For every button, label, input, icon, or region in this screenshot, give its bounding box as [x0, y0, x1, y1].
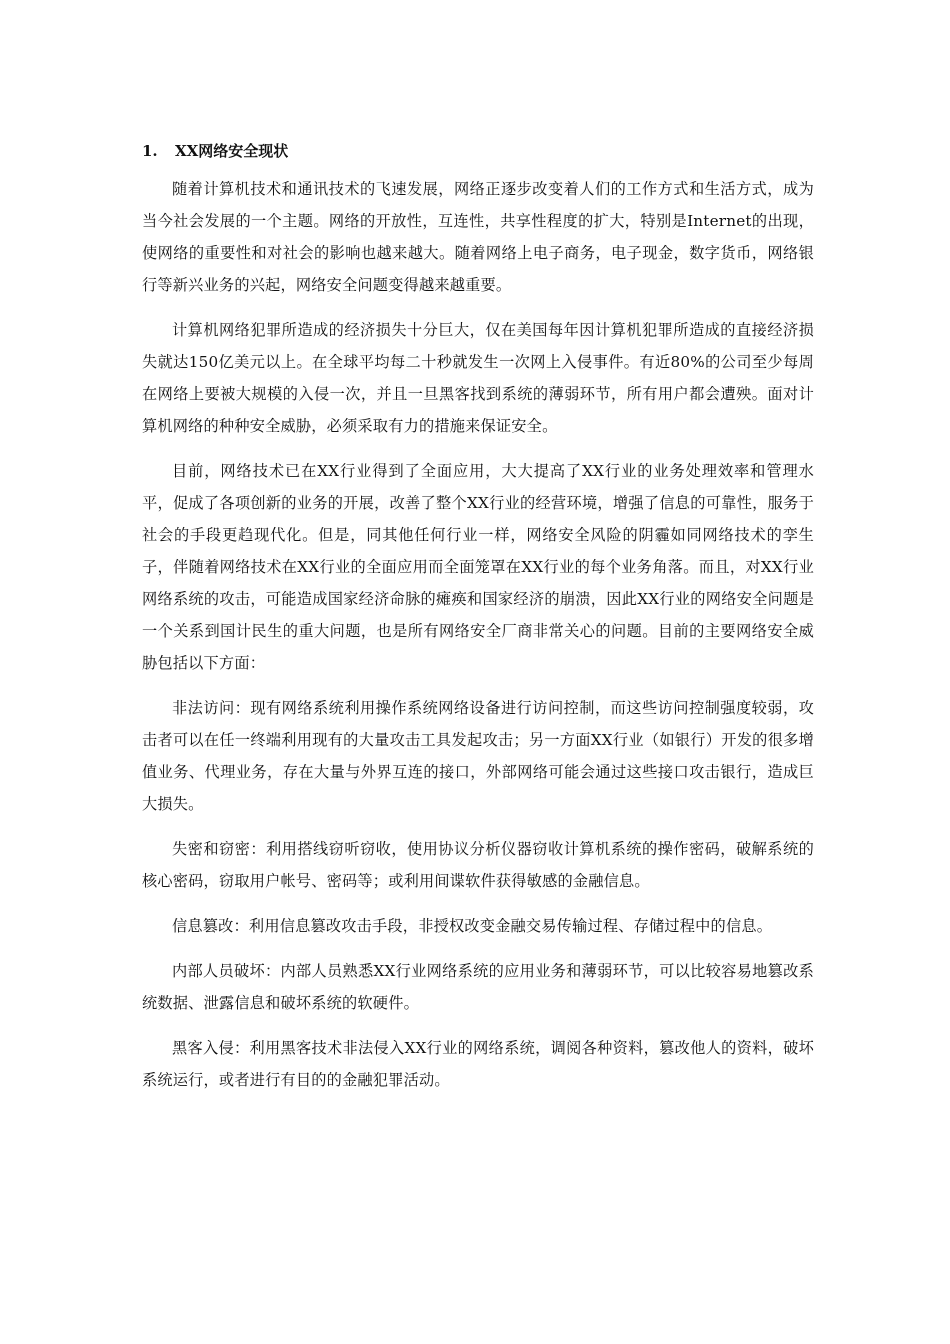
section-title: XX网络安全现状	[175, 142, 289, 160]
section-heading	[142, 136, 814, 166]
paragraph-insider-damage: 内部人员破坏：内部人员熟悉XX行业网络系统的应用业务和薄弱环节，可以比较容易地篡改系统数据、泄露信息和破坏系统的软硬件。	[142, 962, 814, 1012]
paragraph-industry-status: 目前，网络技术已在XX行业得到了全面应用，大大提高了XX行业的业务处理效率和管理水平，促成了各项创新的业务的开展，改善了整个XX行业的经营环境，增强了信息的可靠性，服务于社会的手段更趋现代化。但是，同其他任何行业一样，网络安全风险的阴霾如同网络技术的孪生子，伴随着网络技术在XX行业的全面应用而全面笼罩在XX行业的每个业务角落。而且，对XX行业网络系统的攻击，可能造成国家经济命脉的瘫痪和国家经济的崩溃，因此XX行业的网络安全问题是一个关系到国计民生的重大问题，也是所有网络安全厂商非常关心的问题。目前的主要网络安全威胁包括以下方面：	[142, 462, 814, 672]
paragraph-intro: 随着计算机技术和通讯技术的飞速发展，网络正逐步改变着人们的工作方式和生活方式，成为当今社会发展的一个主题。网络的开放性，互连性，共享性程度的扩大，特别是Internet的出现，使网络的重要性和对社会的影响也越来越大。随着网络上电子商务，电子现金，数字货币，网络银行等新兴业务的兴起，网络安全问题变得越来越重要。	[142, 180, 814, 294]
paragraph-economic-loss: 计算机网络犯罪所造成的经济损失十分巨大，仅在美国每年因计算机犯罪所造成的直接经济损失就达150亿美元以上。在全球平均每二十秒就发生一次网上入侵事件。有近80%的公司至少每周在网络上要被大规模的入侵一次，并且一旦黑客找到系统的薄弱环节，所有用户都会遭殃。面对计算机网络的种种安全威胁，必须采取有力的措施来保证安全。	[142, 321, 814, 435]
paragraph-tampering: 信息篡改：利用信息篡改攻击手段，非授权改变金融交易传输过程、存储过程中的信息。	[172, 917, 773, 935]
paragraph-leak-theft: 失密和窃密：利用搭线窃听窃收，使用协议分析仪器窃收计算机系统的操作密码，破解系统的核心密码，窃取用户帐号、密码等；或利用间谍软件获得敏感的金融信息。	[142, 840, 814, 890]
section-number: 1.	[142, 142, 158, 160]
document-body	[142, 136, 814, 1109]
paragraph-hacker-intrusion: 黑客入侵：利用黑客技术非法侵入XX行业的网络系统，调阅各种资料，篡改他人的资料，破坏系统运行，或者进行有目的的金融犯罪活动。	[142, 1039, 814, 1089]
paragraph-illegal-access: 非法访问：现有网络系统利用操作系统网络设备进行访问控制，而这些访问控制强度较弱，攻击者可以在任一终端利用现有的大量攻击工具发起攻击；另一方面XX行业（如银行）开发的很多增值业务、代理业务，存在大量与外界互连的接口，外部网络可能会通过这些接口攻击银行，造成巨大损失。	[142, 699, 814, 813]
